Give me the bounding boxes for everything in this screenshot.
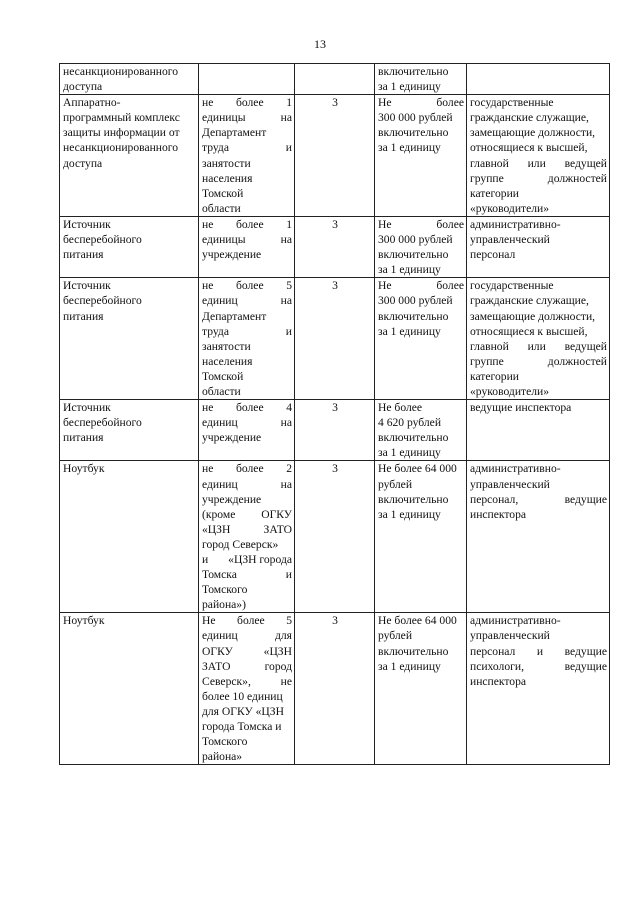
cell-line: для ОГКУ «ЦЗН (202, 704, 284, 718)
cell-quantity (199, 461, 295, 613)
cell-line: 3 (332, 96, 338, 110)
cell-word: не (202, 401, 214, 415)
table-row (60, 400, 610, 461)
cell-word: или (527, 156, 546, 170)
cell-word: 4 (286, 401, 292, 415)
cell-line: «руководители» (470, 201, 550, 215)
cell-line (202, 278, 292, 293)
cell-word: более (235, 96, 264, 110)
cell-word: Не (378, 96, 392, 110)
cell-line: Не более 64 000 (378, 614, 457, 628)
cell-word: персонал, (470, 492, 519, 506)
cell-line: гражданские служащие, (470, 294, 589, 308)
cell-word: ЗАТО (202, 659, 231, 673)
cell-line (202, 567, 292, 582)
cell-line: города Томска и (202, 720, 282, 734)
cell-word: город (264, 659, 292, 673)
cell-line: учреждение (202, 248, 262, 262)
cell-word: единицы (202, 111, 246, 125)
cell-word: персонал (470, 644, 516, 658)
cell-line: 3 (332, 217, 338, 231)
table-row (60, 95, 610, 217)
table-body (60, 64, 610, 765)
cell-word: не (202, 279, 214, 293)
cell-line: 3 (332, 614, 338, 628)
cell-word: относящиеся к высшей, (470, 324, 588, 338)
cell-quantity (199, 278, 295, 400)
cell-word: 1 (286, 217, 292, 231)
cell-line: Источник (63, 401, 111, 415)
cell-word: группе (470, 171, 504, 185)
cell-line: Источник (63, 217, 111, 231)
cell-line: Не более (378, 401, 423, 415)
cell-line: 3 (332, 462, 338, 476)
cell-line (202, 293, 292, 308)
cell-line: рублей (378, 629, 413, 643)
cell-word: более (436, 279, 464, 293)
cell-line: 300 000 рублей (378, 294, 453, 308)
cell-word: ведущие (564, 644, 607, 658)
cell-word: ведущие (564, 492, 607, 506)
cell-line: 4 620 рублей (378, 416, 442, 430)
cell-line: ведущие инспектора (470, 401, 572, 415)
cell-word: не (202, 96, 214, 110)
cell-line: включительно (378, 65, 449, 78)
cell-line: учреждение (202, 431, 262, 445)
cell-name (60, 613, 199, 765)
cell-word: на (280, 233, 292, 247)
cell-word: Северск», (202, 674, 251, 688)
cell-line: Томской (202, 369, 244, 383)
cell-word: «ЦЗН города (228, 553, 292, 566)
cell-line (202, 613, 292, 628)
cell-line: административно- (470, 217, 561, 231)
cell-price (375, 613, 467, 765)
cell-word: не (202, 217, 214, 231)
cell-word: ведущей (564, 339, 607, 353)
cell-word: более (436, 96, 464, 110)
cell-line: гражданские служащие, (470, 111, 589, 125)
page-number: 13 (314, 37, 326, 51)
cell-line: управленческий (470, 233, 550, 247)
cell-word: более (235, 217, 264, 231)
cell-line (202, 415, 292, 430)
cell-word: единиц (202, 294, 238, 308)
cell-line: управленческий (470, 477, 550, 491)
cell-term (295, 95, 375, 217)
cell-line: город Северск» (202, 537, 279, 551)
cell-word: труда (202, 324, 229, 338)
cell-word: единиц (202, 629, 238, 643)
cell-line (378, 95, 464, 110)
cell-line (202, 552, 292, 567)
cell-word: главной (470, 156, 509, 170)
cell-word: или (527, 339, 546, 353)
cell-line (202, 400, 292, 415)
cell-line: населения (202, 171, 253, 185)
cell-line: занятости (202, 156, 251, 170)
cell-term (295, 461, 375, 613)
cell-category (467, 216, 610, 277)
cell-line: включительно (378, 309, 449, 323)
cell-category (467, 613, 610, 765)
cell-line: категории (470, 369, 519, 383)
cell-word: на (280, 294, 292, 308)
cell-line (202, 477, 292, 492)
cell-line: за 1 единицу (378, 324, 441, 338)
cell-word: и (285, 141, 292, 155)
cell-word: 1 (286, 96, 292, 110)
cell-word: 5 (286, 279, 292, 293)
cell-line (470, 324, 607, 339)
cell-word: ОГКУ (202, 644, 233, 658)
table-row (60, 216, 610, 277)
cell-name (60, 278, 199, 400)
cell-line: включительно (378, 492, 449, 506)
cell-line (470, 171, 607, 186)
cell-word: Не (378, 279, 392, 293)
cell-line (202, 95, 292, 110)
cell-word: относящиеся к высшей, (470, 141, 588, 155)
cell-quantity (199, 95, 295, 217)
cell-line: за 1 единицу (378, 659, 441, 673)
cell-word: ведущие (564, 659, 607, 673)
table-row (60, 461, 610, 613)
cell-line: замещающие должности, (470, 126, 596, 140)
cell-word: более (237, 614, 265, 628)
cell-line: бесперебойного (63, 233, 142, 247)
cell-line: Департамент (202, 309, 267, 323)
cell-line: Источник (63, 279, 111, 293)
cell-word: на (280, 111, 292, 125)
cell-word: более (235, 401, 264, 415)
cell-word: на (280, 477, 292, 491)
table-row (60, 613, 610, 765)
cell-line (470, 140, 607, 155)
cell-word: более (235, 462, 264, 476)
cell-line: за 1 единицу (378, 141, 441, 155)
cell-word: и (285, 324, 292, 338)
cell-line (202, 217, 292, 232)
cell-line: административно- (470, 462, 561, 476)
cell-line: Томского (202, 735, 248, 749)
cell-word: ведущей (564, 156, 607, 170)
cell-line: защиты информации от (63, 126, 180, 140)
cell-line: доступа (63, 80, 103, 94)
cell-line: 300 000 рублей (378, 233, 453, 247)
cell-quantity (199, 64, 295, 95)
cell-line: за 1 единицу (378, 263, 441, 277)
cell-name (60, 400, 199, 461)
cell-term (295, 400, 375, 461)
cell-line (202, 659, 292, 674)
cell-price (375, 400, 467, 461)
cell-line: включительно (378, 248, 449, 262)
cell-line: бесперебойного (63, 294, 142, 308)
cell-line: 3 (332, 279, 338, 293)
cell-line (202, 522, 292, 537)
cell-line: занятости (202, 339, 251, 353)
cell-word: «ЦЗН (202, 522, 231, 536)
cell-quantity (199, 216, 295, 277)
cell-word: «ЦЗН (263, 644, 292, 658)
cell-line (202, 140, 292, 155)
table-row (60, 278, 610, 400)
cell-word: (кроме (202, 507, 236, 521)
cell-category (467, 64, 610, 95)
cell-line (470, 156, 607, 171)
cell-line (202, 324, 292, 339)
cell-line: учреждение (202, 492, 262, 506)
cell-price (375, 64, 467, 95)
cell-line: Томской (202, 186, 244, 200)
cell-word: и (202, 553, 209, 566)
cell-line: области (202, 384, 241, 398)
cell-line: области (202, 201, 241, 215)
cell-word: ЗАТО (263, 522, 292, 536)
cell-line: административно- (470, 614, 561, 628)
cell-word: Не (378, 217, 392, 231)
cell-line: замещающие должности, (470, 309, 596, 323)
cell-line: за 1 единицу (378, 446, 441, 460)
cell-line: Ноутбук (63, 462, 105, 476)
cell-line: «руководители» (470, 384, 550, 398)
cell-price (375, 216, 467, 277)
cell-name (60, 216, 199, 277)
cell-line: бесперебойного (63, 416, 142, 430)
cell-word: 5 (286, 614, 292, 628)
cell-line (378, 278, 464, 293)
cell-word: 2 (286, 462, 292, 476)
cell-line: за 1 единицу (378, 507, 441, 521)
cell-line (202, 644, 292, 659)
cell-word: единицы (202, 233, 246, 247)
cell-line: района») (202, 598, 246, 612)
cell-line (202, 110, 292, 125)
cell-line: государственные (470, 279, 554, 293)
cell-line: включительно (378, 431, 449, 445)
cell-word: ОГКУ (261, 507, 292, 521)
cell-line: питания (63, 431, 104, 445)
cell-word: и (285, 568, 292, 582)
cell-word: для (274, 629, 292, 643)
cell-line (470, 354, 607, 369)
cell-price (375, 95, 467, 217)
cell-line: 3 (332, 401, 338, 415)
cell-word: и (536, 644, 544, 658)
cell-line (470, 339, 607, 354)
cell-word: единиц (202, 477, 238, 491)
cell-line: несанкционированного (63, 65, 179, 78)
cell-word: главной (470, 339, 509, 353)
cell-line: программный комплекс (63, 111, 180, 125)
cell-line: питания (63, 309, 104, 323)
cell-name (60, 461, 199, 613)
cell-word: Томска (202, 568, 237, 582)
cell-word: более (235, 279, 264, 293)
cell-line: Ноутбук (63, 614, 105, 628)
cell-word: должностей (547, 171, 607, 185)
cell-line: управленческий (470, 629, 550, 643)
cell-name (60, 64, 199, 95)
table-row (60, 64, 610, 95)
cell-line (202, 461, 292, 476)
cell-category (467, 400, 610, 461)
cell-term (295, 613, 375, 765)
cell-line: включительно (378, 126, 449, 140)
cell-term (295, 64, 375, 95)
cell-line: населения (202, 354, 253, 368)
cell-line: Томского (202, 583, 248, 597)
cell-line: за 1 единицу (378, 80, 441, 94)
cell-line (202, 507, 292, 522)
cell-line: Департамент (202, 126, 267, 140)
cell-line (202, 232, 292, 247)
cell-line: персонал (470, 248, 516, 262)
cell-line (202, 628, 292, 643)
cell-word: не (202, 462, 214, 476)
cell-line: более 10 единиц (202, 689, 283, 703)
cell-line: Аппаратно- (63, 96, 121, 110)
cell-word: труда (202, 141, 229, 155)
norms-table (59, 63, 610, 765)
cell-line: включительно (378, 644, 449, 658)
cell-term (295, 278, 375, 400)
cell-line: Не более 64 000 (378, 462, 457, 476)
cell-line: питания (63, 248, 104, 262)
cell-line: государственные (470, 96, 554, 110)
cell-word: психологи, (470, 659, 524, 673)
cell-word: на (280, 416, 292, 430)
cell-name (60, 95, 199, 217)
cell-line (470, 644, 607, 659)
cell-line (202, 674, 292, 689)
cell-price (375, 461, 467, 613)
cell-category (467, 461, 610, 613)
cell-quantity (199, 613, 295, 765)
cell-word: группе (470, 354, 504, 368)
cell-word: единиц (202, 416, 238, 430)
cell-word: более (436, 217, 464, 231)
cell-line (378, 217, 464, 232)
cell-quantity (199, 400, 295, 461)
cell-category (467, 95, 610, 217)
cell-line: несанкционированного (63, 141, 179, 155)
cell-line (470, 659, 607, 674)
cell-term (295, 216, 375, 277)
cell-category (467, 278, 610, 400)
cell-price (375, 278, 467, 400)
cell-word: должностей (547, 354, 607, 368)
cell-word: не (280, 674, 292, 688)
cell-line (470, 492, 607, 507)
cell-line: доступа (63, 156, 103, 170)
cell-line: инспектора (470, 507, 527, 521)
cell-line: инспектора (470, 674, 527, 688)
cell-word: Не (202, 614, 216, 628)
cell-line: категории (470, 186, 519, 200)
cell-line: рублей (378, 477, 413, 491)
cell-line: 300 000 рублей (378, 111, 453, 125)
cell-line: района» (202, 750, 243, 764)
